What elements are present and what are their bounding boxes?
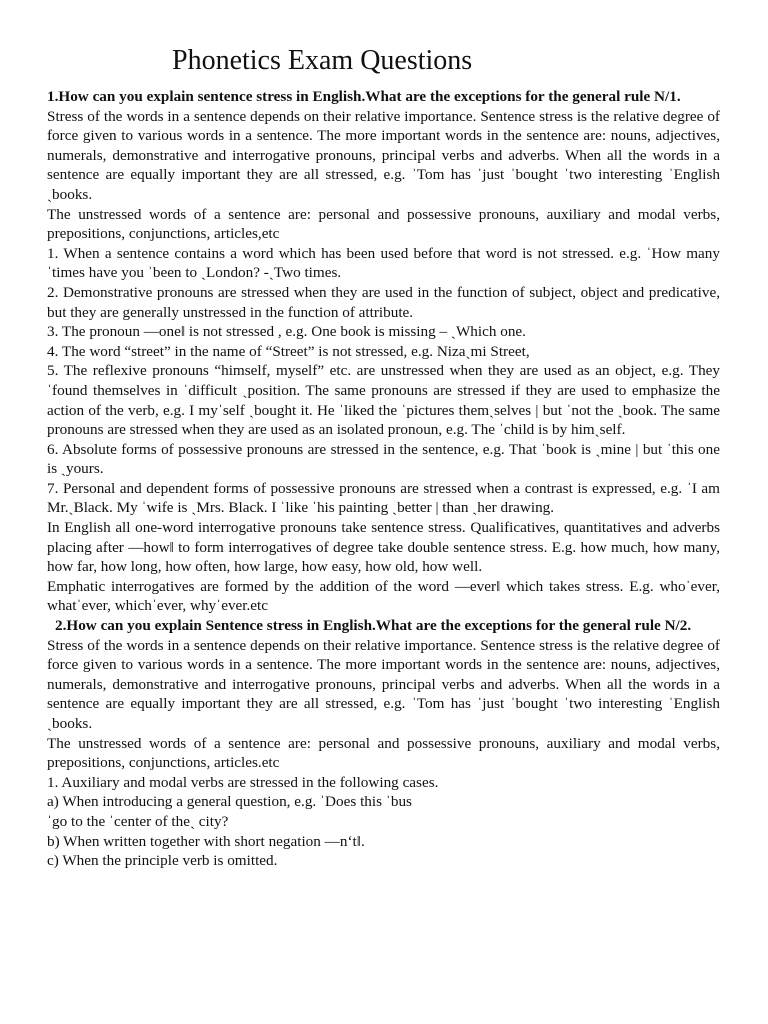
- paragraph: The unstressed words of a sentence are: personal and possessive pronouns, auxiliary and modal verbs, prepositions, conjunctions, articles.etc: [47, 734, 720, 772]
- paragraph: In English all one-word interrogative pronouns take sentence stress. Qualificatives, quantitatives and adverbs placing after ―how‖ to form interrogatives of degree take double sentence stress. E.g. how much, how many, how far, how long, how often, how large, how easy, how old, how well.: [47, 519, 720, 576]
- paragraph: 1. Auxiliary and modal verbs are stressed in the following cases.: [47, 773, 439, 791]
- paragraph: 7. Personal and dependent forms of possessive pronouns are stressed when a contrast is expressed, e.g. ˈI am Mr.ˏBlack. My ˈwife is ˏMrs. Black. I ˈlike ˈhis painting ˏbetter | than ˏher drawing.: [47, 479, 720, 517]
- question-2-heading: 2.How can you explain Sentence stress in English.What are the exceptions for the general rule N/2.: [55, 617, 692, 635]
- page-title: Phonetics Exam Questions: [172, 45, 473, 76]
- paragraph: ˈgo to the ˈcenter of theˏ city?: [47, 812, 229, 830]
- paragraph: Stress of the words in a sentence depends on their relative importance. Sentence stress is the relative degree of force given to various words in a sentence. The more important words in the sentence are: nouns, adjectives, numerals, demonstrative and interrogative pronouns, principal verbs and adverbs. When all the words in a sentence are equally important they are all stressed, e.g. ˈTom has ˈjust ˈbought ˈtwo interesting ˈEnglish ˏbooks.: [47, 636, 720, 732]
- paragraph: 5. The reflexive pronouns “himself, myself” etc. are unstressed when they are used as an object, e.g. They ˈfound themselves in ˈdifficult ˏposition. The same pronouns are stressed if they are used to emphasize the action of the verb, e.g. I myˈself ˏbought it. He ˈliked the ˈpictures themˏselves | but ˈnot the ˏbook. The same pronouns are stressed when they are used as an isolated pronoun, e.g. The ˈchild is by himˏself.: [47, 362, 720, 439]
- paragraph: 1. When a sentence contains a word which has been used before that word is not stressed. e.g. ˈHow many ˈtimes have you ˈbeen to ˏLondon? -ˏTwo times.: [47, 244, 720, 282]
- paragraph: 3. The pronoun ―one‖ is not stressed , e.g. One book is missing – ˏWhich one.: [47, 323, 526, 341]
- document-page: [47, 44, 720, 871]
- paragraph: Emphatic interrogatives are formed by the addition of the word ―ever‖ which takes stress. E.g. whoˈever, whatˈever, whichˈever, whyˈever.etc: [47, 577, 720, 615]
- question-1-heading: 1.How can you explain sentence stress in English.What are the exceptions for the general rule N/1.: [47, 88, 681, 105]
- paragraph: Stress of the words in a sentence depends on their relative importance. Sentence stress is the relative degree of force given to various words in a sentence. The more important words in the sentence are: nouns, adjectives, numerals, demonstrative and interrogative pronouns, principal verbs and adverbs. When all the words in a sentence are equally important they are all stressed, e.g. ˈTom has ˈjust ˈbought ˈtwo interesting ˈEnglish ˏbooks.: [47, 107, 720, 203]
- paragraph: c) When the principle verb is omitted.: [47, 852, 278, 870]
- paragraph: a) When introducing a general question, e.g. ˈDoes this ˈbus: [47, 793, 412, 811]
- paragraph: 4. The word “street” in the name of “Street” is not stressed, e.g. Nizaˏmi Street,: [47, 342, 530, 360]
- paragraph: The unstressed words of a sentence are: personal and possessive pronouns, auxiliary and modal verbs, prepositions, conjunctions, articles,etc: [47, 205, 720, 243]
- paragraph: 2. Demonstrative pronouns are stressed when they are used in the function of subject, object and predicative, but they are generally unstressed in the function of attribute.: [47, 283, 720, 321]
- paragraph: 6. Absolute forms of possessive pronouns are stressed in the sentence, e.g. That ˈbook is ˏmine | but ˈthis one is ˏyours.: [47, 440, 720, 478]
- paragraph: b) When written together with short negation ―n‘t‖.: [47, 832, 365, 850]
